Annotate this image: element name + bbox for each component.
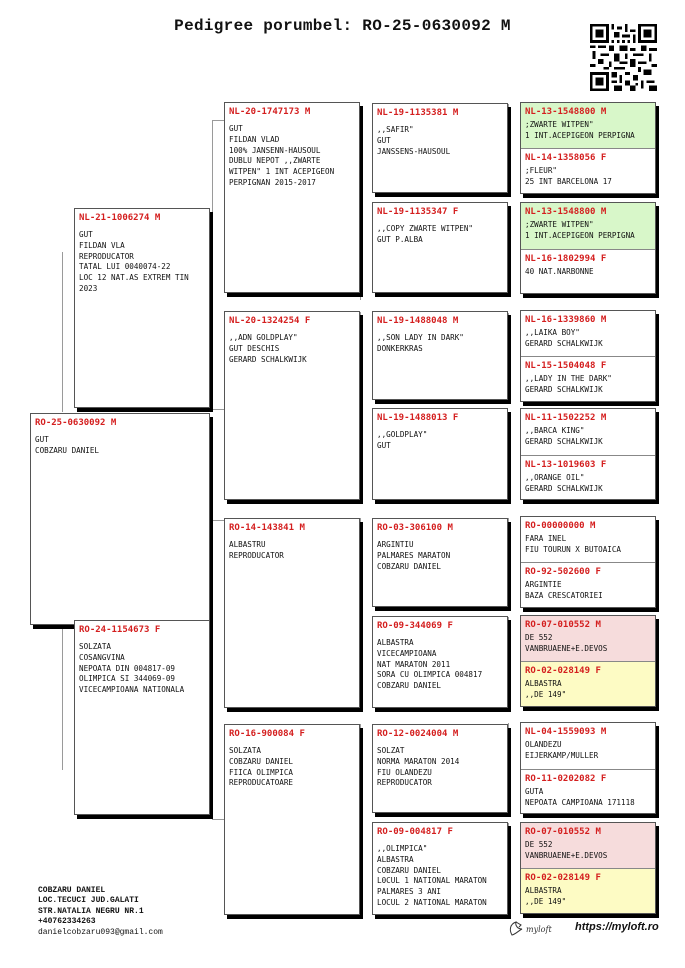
- ancestor-pair-card: [520, 722, 656, 814]
- ancestor-pair-card: [520, 516, 656, 608]
- ancestor-entry[interactable]: [521, 562, 655, 608]
- ring-number: RO-03-306100 M: [377, 523, 453, 533]
- bird-details: SOLZAT NORMA MARATON 2014 FIU OLANDEZU REPRODUCATOR: [377, 746, 460, 788]
- ancestor-entry[interactable]: [521, 103, 655, 148]
- ring-number: RO-92-502600 F: [525, 567, 601, 577]
- great-grandparent-card[interactable]: [372, 408, 508, 500]
- great-grandparent-card[interactable]: [372, 103, 508, 193]
- dam-card[interactable]: [74, 620, 210, 815]
- connector-line: [360, 110, 361, 300]
- bird-details: ;ZWARTE WITPEN" 1 INT.ACEPIGEON PERPIGNA: [525, 220, 635, 240]
- breeder-phone: +40762334263: [38, 917, 96, 927]
- ancestor-pair-card: [520, 202, 656, 294]
- ring-number: NL-13-1548800 M: [525, 207, 607, 217]
- connector-line: [212, 120, 213, 216]
- bird-details: SOLZATA COBZARU DANIEL FIICA OLIMPICA REPRODUCATOARE: [229, 746, 294, 788]
- subject-card[interactable]: [30, 413, 210, 625]
- bird-details: DE 552 VANBRUAENE+E.DEVOS: [525, 633, 608, 653]
- bird-details: ARGINTIE BAZA CRESCATORIEI: [525, 580, 603, 600]
- ring-number: NL-16-1802994 F: [525, 254, 607, 264]
- bird-details: ALBASTRU REPRODUCATOR: [229, 540, 284, 560]
- bird-details: ,,LADY IN THE DARK" GERARD SCHALKWIJK: [525, 374, 612, 394]
- logo-text: myloft: [526, 925, 552, 934]
- myloft-logo: [506, 918, 564, 940]
- connector-line: [508, 412, 509, 500]
- connector-line: [508, 104, 509, 192]
- bird-details: ALBASTRA VICECAMPIOANA NAT MARATON 2011 SORA CU OLIMPICA 004817 COBZARU DANIEL: [377, 638, 483, 691]
- ancestor-entry[interactable]: [521, 455, 655, 500]
- ancestor-pair-card: [520, 408, 656, 500]
- great-grandparent-card[interactable]: [372, 724, 508, 813]
- ring-number: NL-13-1548800 M: [525, 107, 607, 117]
- ring-number: NL-19-1135381 M: [377, 108, 459, 118]
- ring-number: RO-12-0024004 M: [377, 729, 459, 739]
- ring-number: NL-20-1747173 M: [229, 107, 311, 117]
- connector-line: [212, 520, 213, 620]
- ring-number: RO-25-0630092 M: [35, 418, 117, 428]
- breeder-email[interactable]: danielcobzaru093@gmail.com: [38, 927, 163, 937]
- bird-details: GUT FILDAN VLAD 100% JANSENN-HAUSOUL DUBLU NEPOT ,,ZWARTE WITPEN" 1 INT ACEPIGEON PERPIGNAN 2015-2017: [229, 124, 335, 187]
- bird-details: ,,LAIKA BOY" GERARD SCHALKWIJK: [525, 328, 603, 348]
- bird-details: ,,COPY ZWARTE WITPEN" GUT P.ALBA: [377, 224, 474, 244]
- ring-number: RO-09-344069 F: [377, 621, 453, 631]
- bird-details: ,,GOLDPLAY" GUT: [377, 430, 428, 450]
- ring-number: RO-11-0202082 F: [525, 774, 607, 784]
- ring-number: RO-00000000 M: [525, 521, 596, 531]
- ring-number: RO-09-004817 F: [377, 827, 453, 837]
- bird-details: ;ZWARTE WITPEN" 1 INT.ACEPIGEON PERPIGNA: [525, 120, 635, 140]
- bird-details: ,,SON LADY IN DARK" DONKERKRAS: [377, 333, 464, 353]
- bird-details: ,,OLIMPICA" ALBASTRA COBZARU DANIEL L0CUL 1 NATIONAL MARATON PALMARES 3 ANI LOCUL 2 NATIONAL MARATON: [377, 844, 487, 907]
- connector-line: [212, 409, 224, 410]
- great-grandparent-card[interactable]: [372, 202, 508, 293]
- great-grandparent-card[interactable]: [372, 311, 508, 400]
- ring-number: RO-07-010552 M: [525, 620, 601, 630]
- ancestor-entry[interactable]: [521, 616, 655, 661]
- bird-details: FARA INEL FIU TOURUN X BUTOAICA: [525, 534, 622, 554]
- connector-line: [508, 723, 509, 811]
- ring-number: RO-02-028149 F: [525, 666, 601, 676]
- bird-details: OLANDEZU EIJERKAMP/MULLER: [525, 740, 599, 760]
- ring-number: NL-20-1324254 F: [229, 316, 311, 326]
- ancestor-entry[interactable]: [521, 823, 655, 868]
- bird-details: ,,BARCA KING" GERARD SCHALKWIJK: [525, 426, 603, 446]
- connector-line: [62, 252, 63, 412]
- connector-line: [508, 617, 509, 705]
- ancestor-entry[interactable]: [521, 723, 655, 769]
- grandparent-card[interactable]: [224, 724, 360, 915]
- ring-number: RO-07-010552 M: [525, 827, 601, 837]
- connector-line: [508, 206, 509, 294]
- grandparent-card[interactable]: [224, 518, 360, 708]
- connector-line: [212, 520, 224, 521]
- bird-details: DE 552 VANBRUAENE+E.DEVOS: [525, 840, 608, 860]
- ancestor-entry[interactable]: [521, 517, 655, 562]
- great-grandparent-card[interactable]: [372, 822, 508, 915]
- connector-line: [212, 300, 213, 410]
- bird-details: ARGINTIU PALMARES MARATON COBZARU DANIEL: [377, 540, 451, 571]
- bird-details: ,,ADN GOLDPLAY" GUT DESCHIS GERARD SCHALKWIJK: [229, 333, 307, 364]
- ancestor-entry[interactable]: [521, 661, 655, 707]
- ring-number: NL-14-1358056 F: [525, 153, 607, 163]
- bird-details: SOLZATA COSANGVINA NEPOATA DIN 004817-09 OLIMPICA SI 344069-09 VICECAMPIOANA NATIONALA: [79, 642, 185, 695]
- ring-number: RO-02-028149 F: [525, 873, 601, 883]
- ancestor-entry[interactable]: [521, 868, 655, 914]
- ancestor-entry[interactable]: [521, 249, 655, 294]
- ring-number: NL-13-1019603 F: [525, 460, 607, 470]
- ancestor-entry[interactable]: [521, 203, 655, 249]
- bird-details: ALBASTRA ,,DE 149": [525, 679, 567, 699]
- ancestor-pair-card: [520, 615, 656, 707]
- ancestor-entry[interactable]: [521, 409, 655, 455]
- ring-number: NL-15-1504048 F: [525, 361, 607, 371]
- connector-line: [212, 120, 224, 121]
- website-link[interactable]: https://myloft.ro: [575, 921, 659, 933]
- bird-details: ;FLEUR" 25 INT BARCELONA 17: [525, 166, 612, 186]
- bird-details: GUT FILDAN VLA REPRODUCATOR TATAL LUI 0040074-22 LOC 12 NAT.AS EXTREM TIN 2023: [79, 230, 189, 293]
- bird-details: ,,SAFIR" GUT JANSSENS-HAUSOUL: [377, 125, 451, 156]
- ancestor-entry[interactable]: [521, 148, 655, 194]
- connector-line: [508, 313, 509, 401]
- sire-card[interactable]: [74, 208, 210, 408]
- ring-number: NL-19-1135347 F: [377, 207, 459, 217]
- grandparent-card[interactable]: [224, 102, 360, 293]
- ring-number: RO-14-143841 M: [229, 523, 305, 533]
- breeder-street: STR.NATALIA NEGRU NR.1: [38, 906, 144, 916]
- connector-line: [360, 518, 361, 708]
- bird-details: ALBASTRA ,,DE 149": [525, 886, 567, 906]
- connector-line: [360, 724, 361, 914]
- ring-number: NL-19-1488013 F: [377, 413, 459, 423]
- ancestor-pair-card: [520, 822, 656, 914]
- connector-line: [212, 710, 213, 820]
- ring-number: NL-21-1006274 M: [79, 213, 161, 223]
- ancestor-entry[interactable]: [521, 769, 655, 814]
- ring-number: NL-11-1502252 M: [525, 413, 607, 423]
- great-grandparent-card[interactable]: [372, 518, 508, 607]
- ring-number: NL-04-1559093 M: [525, 727, 607, 737]
- great-grandparent-card[interactable]: [372, 616, 508, 708]
- connector-line: [508, 518, 509, 606]
- connector-line: [62, 605, 63, 770]
- connector-line: [360, 312, 361, 502]
- ancestor-pair-card: [520, 310, 656, 402]
- connector-line: [212, 819, 224, 820]
- bird-details: GUTA NEPOATA CAMPIOANA 171118: [525, 787, 635, 807]
- breeder-name: COBZARU DANIEL: [38, 886, 106, 895]
- page-title: Pedigree porumbel: RO-25-0630092 M: [174, 17, 511, 35]
- ancestor-pair-card: [520, 102, 656, 194]
- breeder-contact: [38, 886, 163, 938]
- breeder-locality: LOC.TECUCI JUD.GALATI: [38, 896, 139, 906]
- bird-details: ,,ORANGE OIL" GERARD SCHALKWIJK: [525, 473, 603, 493]
- connector-line: [508, 823, 509, 911]
- ring-number: NL-19-1488048 M: [377, 316, 459, 326]
- ancestor-entry[interactable]: [521, 356, 655, 402]
- grandparent-card[interactable]: [224, 311, 360, 500]
- ring-number: RO-16-900084 F: [229, 729, 305, 739]
- bird-details: GUT COBZARU DANIEL: [35, 435, 100, 455]
- ring-number: RO-24-1154673 F: [79, 625, 161, 635]
- qr-code: [590, 24, 657, 91]
- ring-number: NL-16-1339860 M: [525, 315, 607, 325]
- bird-details: 40 NAT.NARBONNE: [525, 267, 594, 276]
- ancestor-entry[interactable]: [521, 311, 655, 356]
